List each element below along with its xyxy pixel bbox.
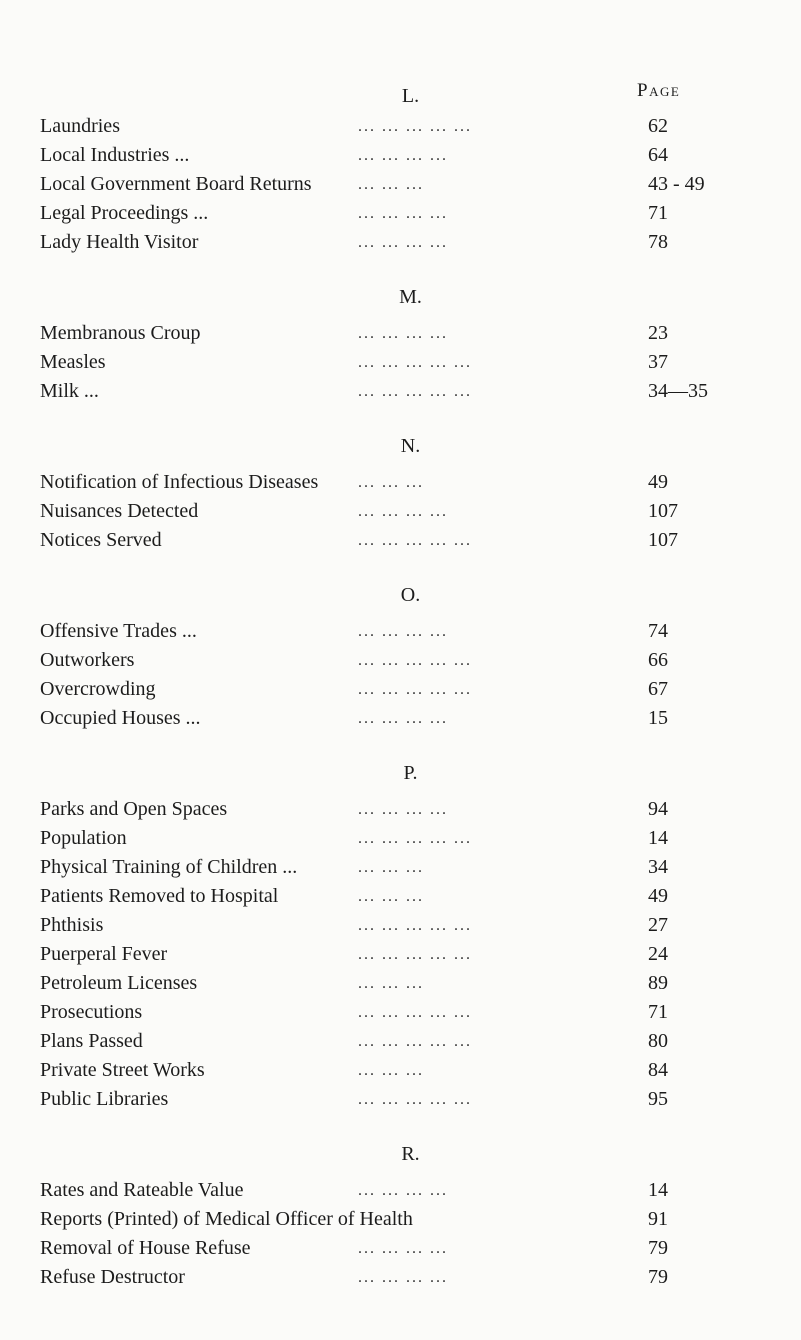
leader-dots: ... ... ... ... ... bbox=[358, 681, 472, 698]
entry-page-number: 34—35 bbox=[648, 380, 708, 402]
page-header bbox=[0, 0, 801, 60]
entry-label: Nuisances Detected bbox=[40, 500, 199, 522]
index-entry bbox=[0, 1263, 801, 1292]
entry-page-number: 94 bbox=[648, 798, 668, 820]
index-entry bbox=[0, 348, 801, 377]
entry-page-number: 49 bbox=[648, 471, 668, 493]
leader-dots: ... ... ... ... bbox=[358, 1182, 448, 1199]
index-entry bbox=[0, 795, 801, 824]
section-gap bbox=[0, 406, 801, 432]
section-gap bbox=[0, 257, 801, 283]
leader-dots: ... ... ... ... ... bbox=[358, 532, 472, 549]
entry-page-number: 37 bbox=[648, 351, 668, 373]
entry-page-number: 66 bbox=[648, 649, 668, 671]
entry-label: Rates and Rateable Value bbox=[40, 1179, 244, 1201]
entry-label: Local Government Board Returns bbox=[40, 173, 312, 195]
entry-page-number: 67 bbox=[648, 678, 668, 700]
index-entry bbox=[0, 998, 801, 1027]
entry-label: Parks and Open Spaces bbox=[40, 798, 228, 820]
leader-dots: ... ... ... ... ... bbox=[358, 830, 472, 847]
index-section bbox=[0, 581, 801, 759]
leader-dots: ... ... ... ... ... bbox=[358, 1004, 472, 1021]
leader-dots: ... ... ... ... bbox=[358, 710, 448, 727]
leader-dots: ... ... ... ... ... bbox=[358, 1033, 472, 1050]
entry-label: Notification of Infectious Diseases bbox=[40, 471, 319, 493]
index-entry bbox=[0, 969, 801, 998]
entry-label: Population bbox=[40, 827, 127, 849]
entry-page-number: 23 bbox=[648, 322, 668, 344]
leader-dots: ... ... ... ... bbox=[358, 1240, 448, 1257]
section-gap bbox=[0, 1114, 801, 1140]
index-section bbox=[0, 283, 801, 432]
entry-label: Overcrowding bbox=[40, 678, 156, 700]
entry-label: Reports (Printed) of Medical Officer of Health bbox=[40, 1208, 413, 1230]
leader-dots: ... ... ... ... ... bbox=[358, 946, 472, 963]
index-entry bbox=[0, 228, 801, 257]
index-section bbox=[0, 759, 801, 1140]
index-section bbox=[0, 1140, 801, 1292]
entry-label: Milk ... bbox=[40, 380, 99, 402]
leader-dots: ... ... ... ... ... bbox=[358, 118, 472, 135]
section-letter: R. bbox=[401, 1143, 420, 1165]
entry-page-number: 43 - 49 bbox=[648, 173, 705, 195]
index-entry bbox=[0, 112, 801, 141]
index-entry bbox=[0, 1085, 801, 1114]
entry-page-number: 64 bbox=[648, 144, 668, 166]
entry-page-number: 79 bbox=[648, 1237, 668, 1259]
index-entry bbox=[0, 824, 801, 853]
entry-label: Patients Removed to Hospital bbox=[40, 885, 279, 907]
index-entry bbox=[0, 675, 801, 704]
entry-page-number: 91 bbox=[648, 1208, 668, 1230]
index-entry bbox=[0, 526, 801, 555]
entry-page-number: 71 bbox=[648, 1001, 668, 1023]
entry-label: Prosecutions bbox=[40, 1001, 143, 1023]
entry-page-number: 89 bbox=[648, 972, 668, 994]
leader-dots: ... ... ... bbox=[358, 975, 424, 992]
index-entry bbox=[0, 1027, 801, 1056]
leader-dots: ... ... ... ... ... bbox=[358, 354, 472, 371]
index-entry bbox=[0, 646, 801, 675]
leader-dots: ... ... ... ... bbox=[358, 1269, 448, 1286]
entry-label: Lady Health Visitor bbox=[40, 231, 199, 253]
leader-dots: ... ... ... bbox=[358, 859, 424, 876]
index-entry bbox=[0, 170, 801, 199]
leader-dots: ... ... ... bbox=[358, 176, 424, 193]
entry-label: Notices Served bbox=[40, 529, 162, 551]
entry-label: Laundries bbox=[40, 115, 120, 137]
leader-dots: ... ... ... ... bbox=[358, 205, 448, 222]
index-entry bbox=[0, 1234, 801, 1263]
entry-page-number: 49 bbox=[648, 885, 668, 907]
index-entry bbox=[0, 497, 801, 526]
index-entry bbox=[0, 882, 801, 911]
entry-page-number: 78 bbox=[648, 231, 668, 253]
leader-dots: ... ... ... ... bbox=[358, 623, 448, 640]
index-entry bbox=[0, 377, 801, 406]
entry-label: Measles bbox=[40, 351, 106, 373]
leader-dots: ... ... ... ... bbox=[358, 234, 448, 251]
entry-label: Occupied Houses ... bbox=[40, 707, 201, 729]
leader-dots: ... ... ... bbox=[358, 1062, 424, 1079]
entry-page-number: 15 bbox=[648, 707, 668, 729]
entry-label: Private Street Works bbox=[40, 1059, 205, 1081]
section-letter: M. bbox=[399, 286, 422, 308]
entry-label: Refuse Destructor bbox=[40, 1266, 185, 1288]
index-entry bbox=[0, 853, 801, 882]
leader-dots: ... ... ... ... bbox=[358, 325, 448, 342]
leader-dots: ... ... ... ... ... bbox=[358, 652, 472, 669]
entry-page-number: 74 bbox=[648, 620, 668, 642]
entry-label: Puerperal Fever bbox=[40, 943, 168, 965]
entry-label: Physical Training of Children ... bbox=[40, 856, 298, 878]
index-entry bbox=[0, 199, 801, 228]
section-gap bbox=[0, 733, 801, 759]
entry-page-number: 24 bbox=[648, 943, 668, 965]
index-entry bbox=[0, 468, 801, 497]
leader-dots: ... ... ... bbox=[358, 474, 424, 491]
index-entry bbox=[0, 141, 801, 170]
index-section bbox=[0, 432, 801, 581]
entry-page-number: 27 bbox=[648, 914, 668, 936]
section-letter: L. bbox=[401, 85, 420, 107]
index-section bbox=[0, 82, 801, 283]
entry-page-number: 14 bbox=[648, 1179, 668, 1201]
leader-dots: ... ... ... bbox=[358, 888, 424, 905]
section-letter: P. bbox=[403, 762, 418, 784]
section-gap bbox=[0, 555, 801, 581]
section-letter: N. bbox=[400, 435, 421, 457]
entry-label: Local Industries ... bbox=[40, 144, 190, 166]
entry-label: Plans Passed bbox=[40, 1030, 143, 1052]
entry-page-number: 62 bbox=[648, 115, 668, 137]
index-entry bbox=[0, 1176, 801, 1205]
index-entry bbox=[0, 1205, 801, 1234]
entry-page-number: 79 bbox=[648, 1266, 668, 1288]
index-entry bbox=[0, 617, 801, 646]
entry-label: Removal of House Refuse bbox=[40, 1237, 251, 1259]
page-column-heading: Page bbox=[637, 80, 681, 101]
section-letter: O. bbox=[400, 584, 421, 606]
entry-page-number: 84 bbox=[648, 1059, 668, 1081]
index-entry bbox=[0, 319, 801, 348]
entry-label: Membranous Croup bbox=[40, 322, 201, 344]
entry-label: Petroleum Licenses bbox=[40, 972, 198, 994]
index-entry bbox=[0, 704, 801, 733]
leader-dots: ... ... ... ... bbox=[358, 147, 448, 164]
entry-page-number: 14 bbox=[648, 827, 668, 849]
entry-page-number: 95 bbox=[648, 1088, 668, 1110]
entry-page-number: 80 bbox=[648, 1030, 668, 1052]
entry-label: Outworkers bbox=[40, 649, 135, 671]
entry-page-number: 107 bbox=[648, 529, 678, 551]
index-entry bbox=[0, 1056, 801, 1085]
index-entry bbox=[0, 911, 801, 940]
leader-dots: ... ... ... ... ... bbox=[358, 1091, 472, 1108]
leader-dots: ... ... ... ... ... bbox=[358, 917, 472, 934]
entry-page-number: 34 bbox=[648, 856, 668, 878]
leader-dots: ... ... ... ... ... bbox=[358, 383, 472, 400]
entry-label: Offensive Trades ... bbox=[40, 620, 197, 642]
entry-page-number: 71 bbox=[648, 202, 668, 224]
entry-label: Public Libraries bbox=[40, 1088, 169, 1110]
index-entry bbox=[0, 940, 801, 969]
entry-page-number: 107 bbox=[648, 500, 678, 522]
leader-dots: ... ... ... ... bbox=[358, 503, 448, 520]
leader-dots: ... ... ... ... bbox=[358, 801, 448, 818]
entry-label: Phthisis bbox=[40, 914, 104, 936]
entry-label: Legal Proceedings ... bbox=[40, 202, 209, 224]
